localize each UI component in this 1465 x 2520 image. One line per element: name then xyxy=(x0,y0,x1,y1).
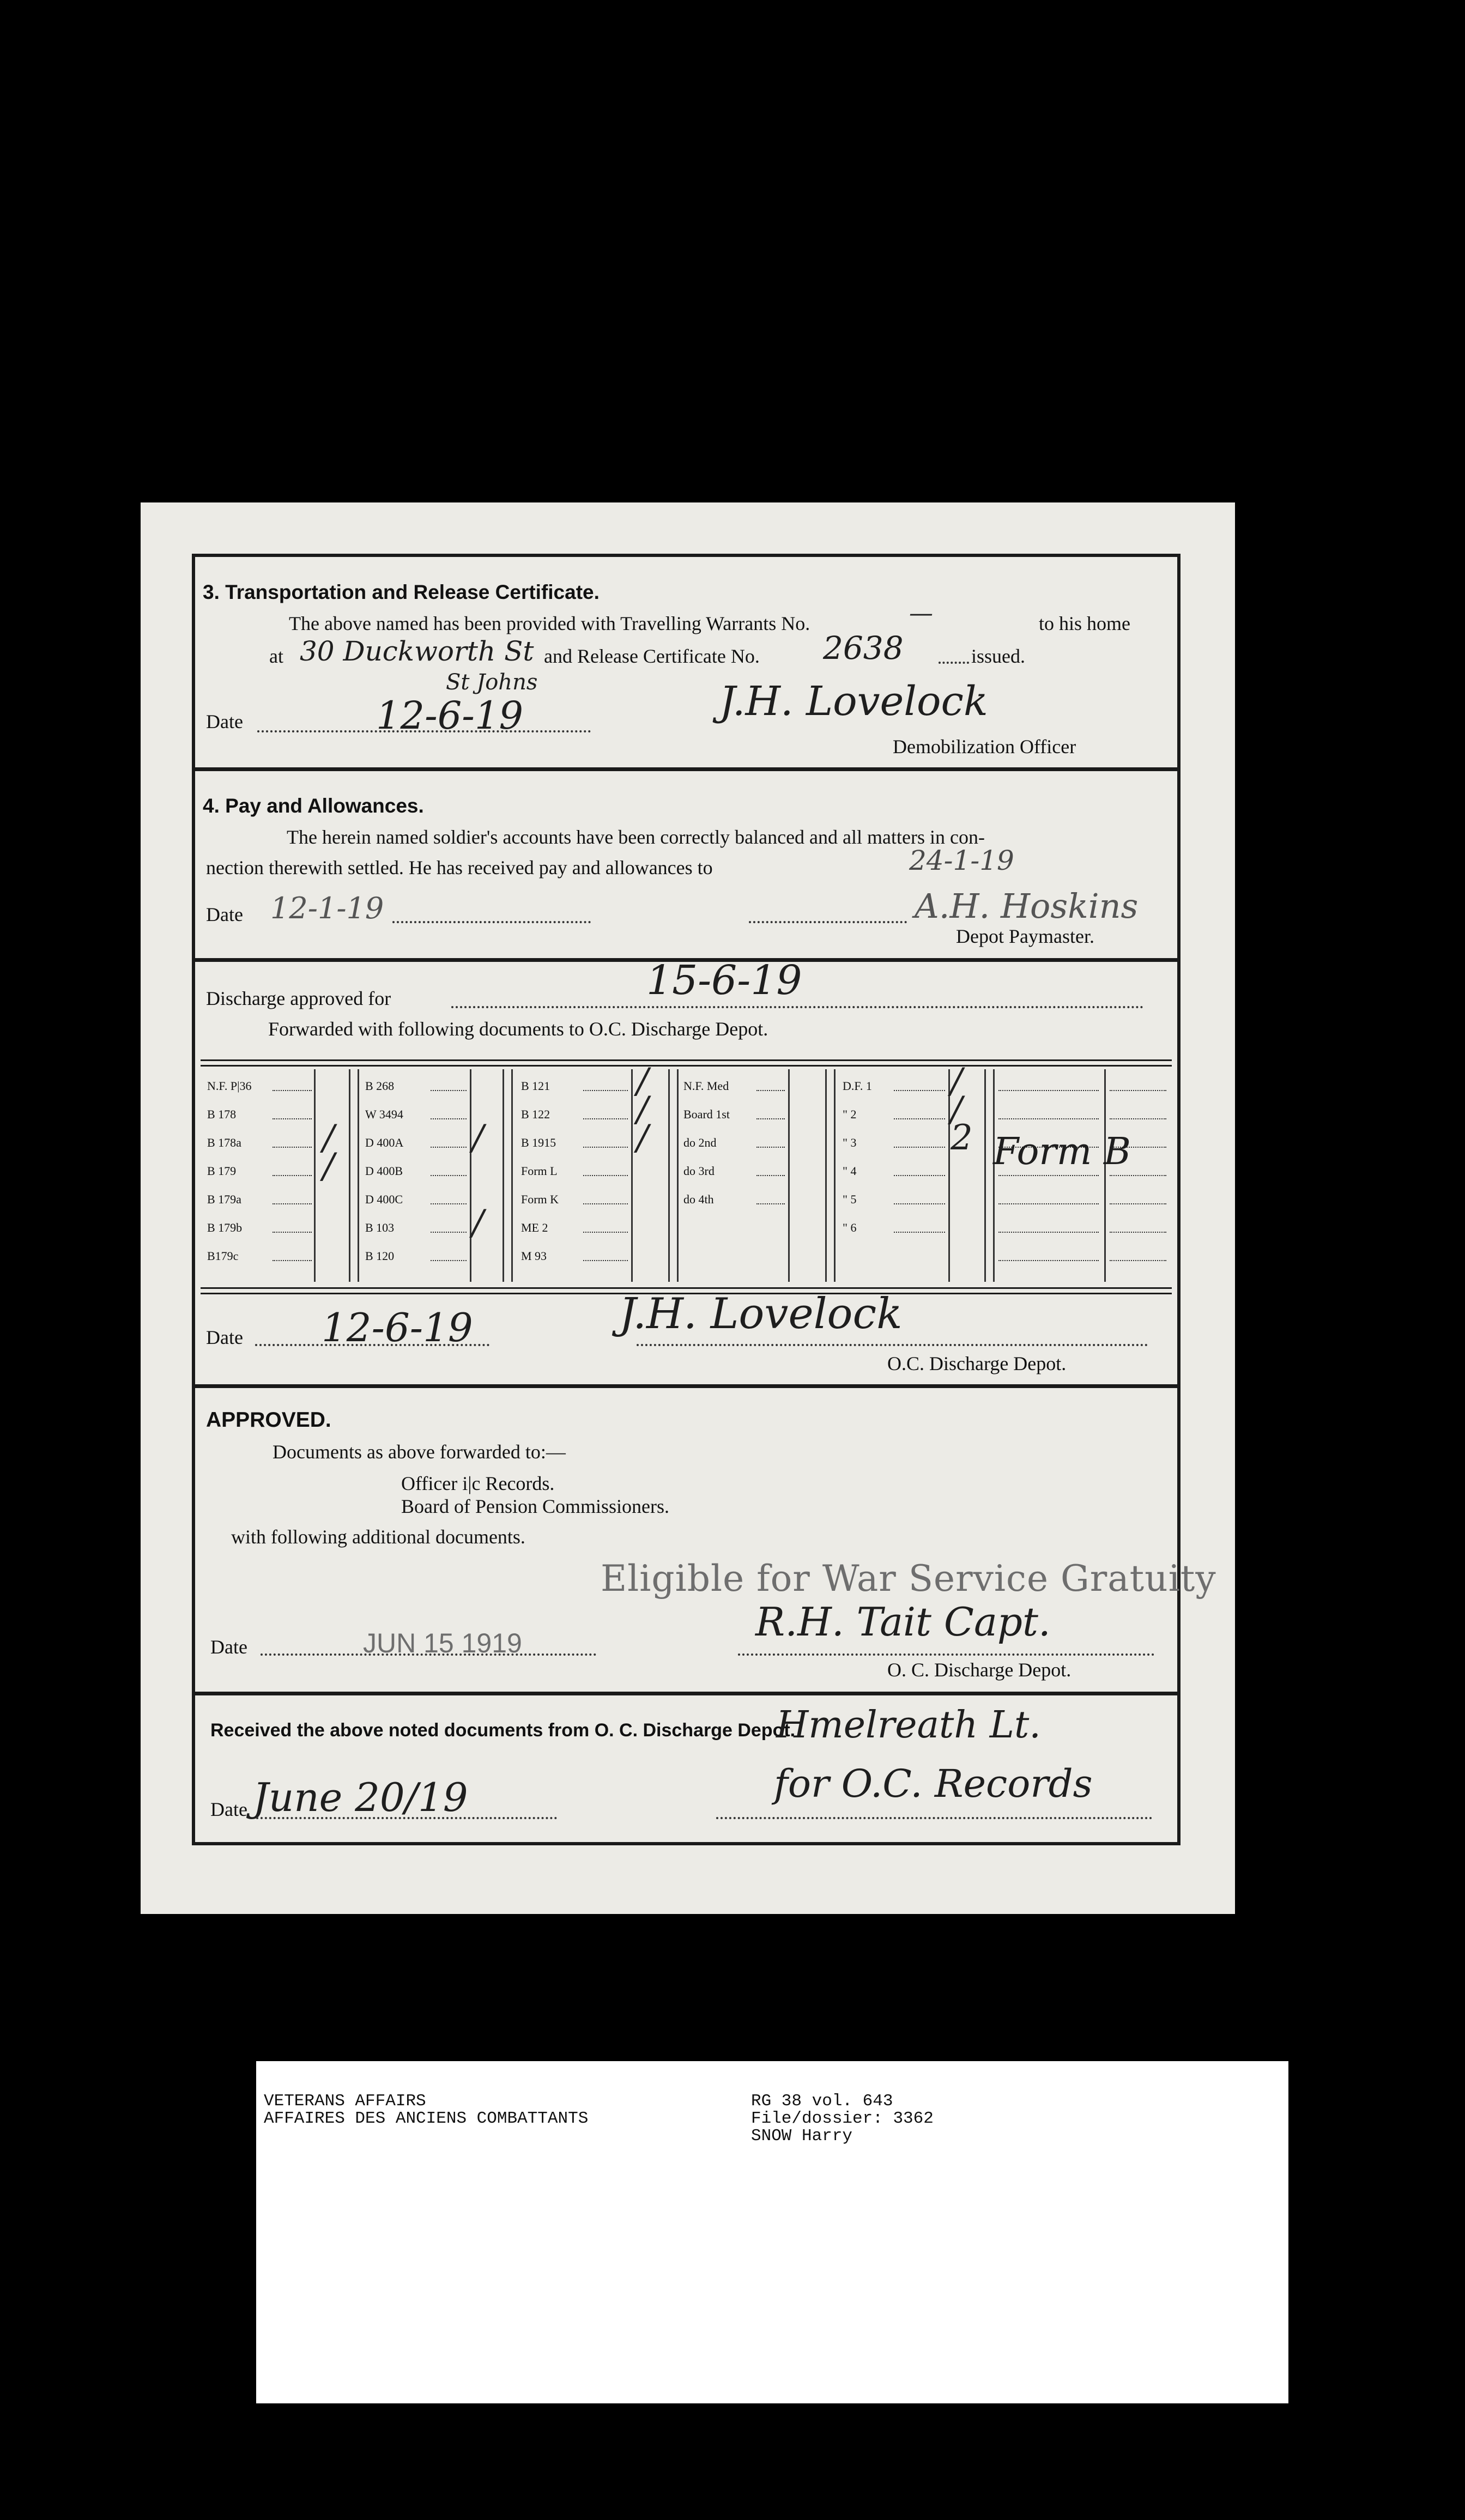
section4-line2: nection therewith settled. He has received pay and allowances to xyxy=(206,857,713,879)
grid-check-mark: / xyxy=(472,1118,484,1158)
section3-date-label: Date xyxy=(206,711,243,732)
grid-dotted-leader xyxy=(1110,1175,1166,1176)
grid-dotted-leader xyxy=(431,1232,467,1233)
grid-dotted-leader xyxy=(583,1175,628,1176)
approved-heading: APPROVED. xyxy=(206,1408,331,1432)
grid-dotted-leader xyxy=(756,1090,785,1091)
grid-dotted-leader xyxy=(998,1260,1099,1261)
paymaster-title: Depot Paymaster. xyxy=(956,925,1094,947)
approved-date-label: Date xyxy=(210,1636,247,1658)
archive-ref: RG 38 vol. 643 xyxy=(751,2092,893,2111)
grid-label-col2: D 400A xyxy=(365,1136,404,1149)
grid-dotted-leader xyxy=(1110,1090,1166,1091)
grid-col-line xyxy=(631,1069,633,1282)
grid-col-line xyxy=(993,1069,995,1282)
grid-check-mark: / xyxy=(951,1089,962,1130)
grid-dotted-leader xyxy=(1110,1232,1166,1233)
forwarded-text: Forwarded with following documents to O.C. Discharge Depot. xyxy=(268,1018,768,1040)
section3-home-text: to his home xyxy=(1039,613,1130,634)
section3-heading: 3. Transportation and Release Certificate. xyxy=(203,581,600,603)
grid-dotted-leader xyxy=(756,1203,785,1204)
grid-col-line xyxy=(948,1069,950,1282)
grid-label-col5: " 6 xyxy=(843,1221,857,1234)
grid-check-mark: / xyxy=(472,1203,484,1243)
grid-label-col5: " 4 xyxy=(843,1164,857,1178)
grid-dotted-leader xyxy=(894,1232,945,1233)
grid-dotted-leader xyxy=(583,1090,628,1091)
grid-dotted-leader xyxy=(431,1118,467,1119)
grid-label-col2: B 103 xyxy=(365,1221,395,1234)
dotted-line xyxy=(451,1006,1143,1008)
grid-col-line xyxy=(677,1069,679,1282)
grid-col-line xyxy=(349,1069,350,1282)
demob-officer-title: Demobilization Officer xyxy=(893,736,1076,758)
grid-dotted-leader xyxy=(894,1090,945,1091)
grid-col-line xyxy=(788,1069,790,1282)
section4-date-value: 12-1-19 xyxy=(270,891,384,925)
grid-label-col2: B 120 xyxy=(365,1249,395,1263)
grid-dotted-leader xyxy=(756,1175,785,1176)
grid-dotted-leader xyxy=(1110,1260,1166,1261)
grid-label-col3: B 122 xyxy=(521,1107,550,1121)
section-divider xyxy=(195,767,1177,771)
grid-check-mark: / xyxy=(637,1118,649,1158)
grid-dotted-leader xyxy=(998,1118,1099,1119)
grid-dotted-leader xyxy=(273,1118,312,1119)
grid-dotted-leader xyxy=(998,1232,1099,1233)
grid-col-line xyxy=(314,1069,316,1282)
grid-label-col4: do 4th xyxy=(683,1192,714,1206)
approved-date-stamp: JUN 15 1919 xyxy=(363,1628,522,1658)
additional-docs-text: with following additional documents. xyxy=(231,1526,525,1548)
grid-col-line xyxy=(511,1069,513,1282)
grid-check-mark: / xyxy=(637,1061,649,1101)
received-date-value: June 20/19 xyxy=(253,1774,468,1820)
grid-label-col4: do 2nd xyxy=(683,1136,717,1149)
oc-signature: J.H. Lovelock xyxy=(619,1289,903,1338)
grid-label-col2: B 268 xyxy=(365,1079,395,1093)
grid-col-line xyxy=(668,1069,670,1282)
grid-label-col1: B 179b xyxy=(207,1221,243,1234)
release-cert-no: 2638 xyxy=(823,629,904,667)
issued-text: issued. xyxy=(971,645,1025,667)
documents-forwarded-text: Documents as above forwarded to:— xyxy=(273,1441,566,1463)
grid-dotted-leader xyxy=(894,1203,945,1204)
dotted-line xyxy=(637,1344,1148,1346)
grid-dotted-leader xyxy=(583,1118,628,1119)
oc-title: O.C. Discharge Depot. xyxy=(887,1353,1067,1374)
grid-label-col4: do 3rd xyxy=(683,1164,715,1178)
grid-label-col2: D 400C xyxy=(365,1192,403,1206)
grid-label-col4: Board 1st xyxy=(683,1107,730,1121)
grid-label-col3: ME 2 xyxy=(521,1221,548,1234)
received-date-label: Date xyxy=(210,1798,247,1820)
grid-label-col2: W 3494 xyxy=(365,1107,403,1121)
grid-check-mark: / xyxy=(323,1118,335,1158)
grid-col-line xyxy=(503,1069,504,1282)
grid-label-col1: B 178 xyxy=(207,1107,237,1121)
oc-date-value: 12-6-19 xyxy=(322,1305,473,1350)
grid-dotted-leader xyxy=(431,1090,467,1091)
section4-date-label: Date xyxy=(206,904,243,925)
grid-dotted-leader xyxy=(894,1147,945,1148)
grid-label-col3: B 121 xyxy=(521,1079,550,1093)
section4-line1: The herein named soldier's accounts have been correctly balanced and all matters in con- xyxy=(287,826,985,848)
received-signature: Hmelreath Lt. xyxy=(776,1704,1041,1747)
grid-check-mark: 2 xyxy=(951,1118,973,1158)
received-text: Received the above noted documents from O. C. Discharge Depot. xyxy=(210,1720,796,1741)
grid-dotted-leader xyxy=(894,1175,945,1176)
grid-dotted-leader xyxy=(273,1232,312,1233)
grid-dotted-leader xyxy=(583,1260,628,1261)
grid-dotted-leader xyxy=(583,1147,628,1148)
grid-label-col5: " 3 xyxy=(843,1136,857,1149)
grid-dotted-leader xyxy=(273,1175,312,1176)
grid-label-col4: N.F. Med xyxy=(683,1079,729,1093)
grid-label-col1: B179c xyxy=(207,1249,239,1263)
grid-col-line xyxy=(834,1069,836,1282)
grid-bottom-rule xyxy=(201,1287,1172,1289)
grid-check-mark: / xyxy=(951,1061,962,1101)
grid-check-mark: / xyxy=(637,1089,649,1130)
home-city: St Johns xyxy=(446,670,538,695)
grid-dotted-leader xyxy=(894,1118,945,1119)
grid-check-mark: / xyxy=(323,1146,335,1186)
grid-dotted-leader xyxy=(273,1260,312,1261)
received-signature-title: for O.C. Records xyxy=(774,1761,1093,1806)
grid-dotted-leader xyxy=(1110,1203,1166,1204)
oc-date-label: Date xyxy=(206,1326,243,1348)
grid-label-col1: B 179a xyxy=(207,1192,241,1206)
paid-to-date: 24-1-19 xyxy=(909,845,1014,876)
grid-col-line xyxy=(358,1069,359,1282)
home-address: 30 Duckworth St xyxy=(300,635,534,667)
grid-label-col1: B 178a xyxy=(207,1136,241,1149)
grid-label-col3: Form K xyxy=(521,1192,559,1206)
grid-col-line xyxy=(470,1069,471,1282)
dotted-line xyxy=(392,921,591,923)
grid-label-col3: B 1915 xyxy=(521,1136,556,1149)
grid-top-rule xyxy=(201,1059,1172,1061)
archive-dept-french: AFFAIRES DES ANCIENS COMBATTANTS xyxy=(264,2109,589,2128)
section3-warrants-text: The above named has been provided with Travelling Warrants No. xyxy=(289,613,810,634)
grid-dotted-leader xyxy=(1110,1118,1166,1119)
approved-signature: R.H. Tait Capt. xyxy=(755,1599,1051,1645)
grid-label-col2: D 400B xyxy=(365,1164,403,1178)
release-cert-text: and Release Certificate No. xyxy=(544,645,760,667)
grid-label-col3: Form L xyxy=(521,1164,558,1178)
approved-title: O. C. Discharge Depot. xyxy=(887,1659,1071,1681)
eligible-gratuity-stamp: Eligible for War Service Gratuity xyxy=(601,1558,1216,1600)
dotted-line xyxy=(939,662,969,664)
grid-dotted-leader xyxy=(998,1203,1099,1204)
grid-dotted-leader xyxy=(998,1090,1099,1091)
grid-dotted-leader xyxy=(431,1203,467,1204)
archive-file-number: File/dossier: 3362 xyxy=(751,2109,934,2128)
section-divider xyxy=(195,1692,1177,1695)
grid-dotted-leader xyxy=(756,1118,785,1119)
discharge-approved-date: 15-6-19 xyxy=(646,957,802,1004)
grid-label-col5: " 2 xyxy=(843,1107,857,1121)
demob-officer-signature: J.H. Lovelock xyxy=(719,678,988,725)
grid-dotted-leader xyxy=(998,1175,1099,1176)
grid-label-col5: D.F. 1 xyxy=(843,1079,872,1093)
grid-top-rule xyxy=(201,1065,1172,1067)
grid-label-col1: N.F. P|36 xyxy=(207,1079,252,1093)
grid-col-line xyxy=(984,1069,986,1282)
grid-label-col1: B 179 xyxy=(207,1164,237,1178)
dotted-line xyxy=(749,921,907,923)
grid-label-col3: M 93 xyxy=(521,1249,547,1263)
section4-heading: 4. Pay and Allowances. xyxy=(203,795,424,817)
archive-name: SNOW Harry xyxy=(751,2127,853,2146)
grid-dotted-leader xyxy=(583,1232,628,1233)
recipient-records: Officer i|c Records. xyxy=(401,1473,555,1494)
extra-form-entry: Form B xyxy=(993,1130,1131,1173)
section-divider xyxy=(195,1384,1177,1388)
grid-dotted-leader xyxy=(431,1147,467,1148)
dotted-line xyxy=(256,1817,557,1819)
section3-at-label: at xyxy=(269,645,283,667)
warrant-dash: — xyxy=(909,599,933,627)
grid-dotted-leader xyxy=(273,1147,312,1148)
archive-dept-english: VETERANS AFFAIRS xyxy=(264,2092,426,2111)
dotted-line xyxy=(716,1817,1152,1819)
grid-dotted-leader xyxy=(431,1260,467,1261)
discharge-approved-label: Discharge approved for xyxy=(206,988,391,1009)
grid-dotted-leader xyxy=(273,1203,312,1204)
grid-dotted-leader xyxy=(431,1175,467,1176)
paymaster-signature: A.H. Hoskins xyxy=(915,886,1139,926)
grid-col-line xyxy=(825,1069,827,1282)
recipient-pension-board: Board of Pension Commissioners. xyxy=(401,1495,669,1517)
grid-dotted-leader xyxy=(273,1090,312,1091)
grid-dotted-leader xyxy=(583,1203,628,1204)
dotted-line xyxy=(738,1653,1154,1656)
grid-dotted-leader xyxy=(756,1147,785,1148)
grid-label-col5: " 5 xyxy=(843,1192,857,1206)
section3-date-value: 12-6-19 xyxy=(376,693,523,738)
grid-col-line xyxy=(1104,1069,1106,1282)
